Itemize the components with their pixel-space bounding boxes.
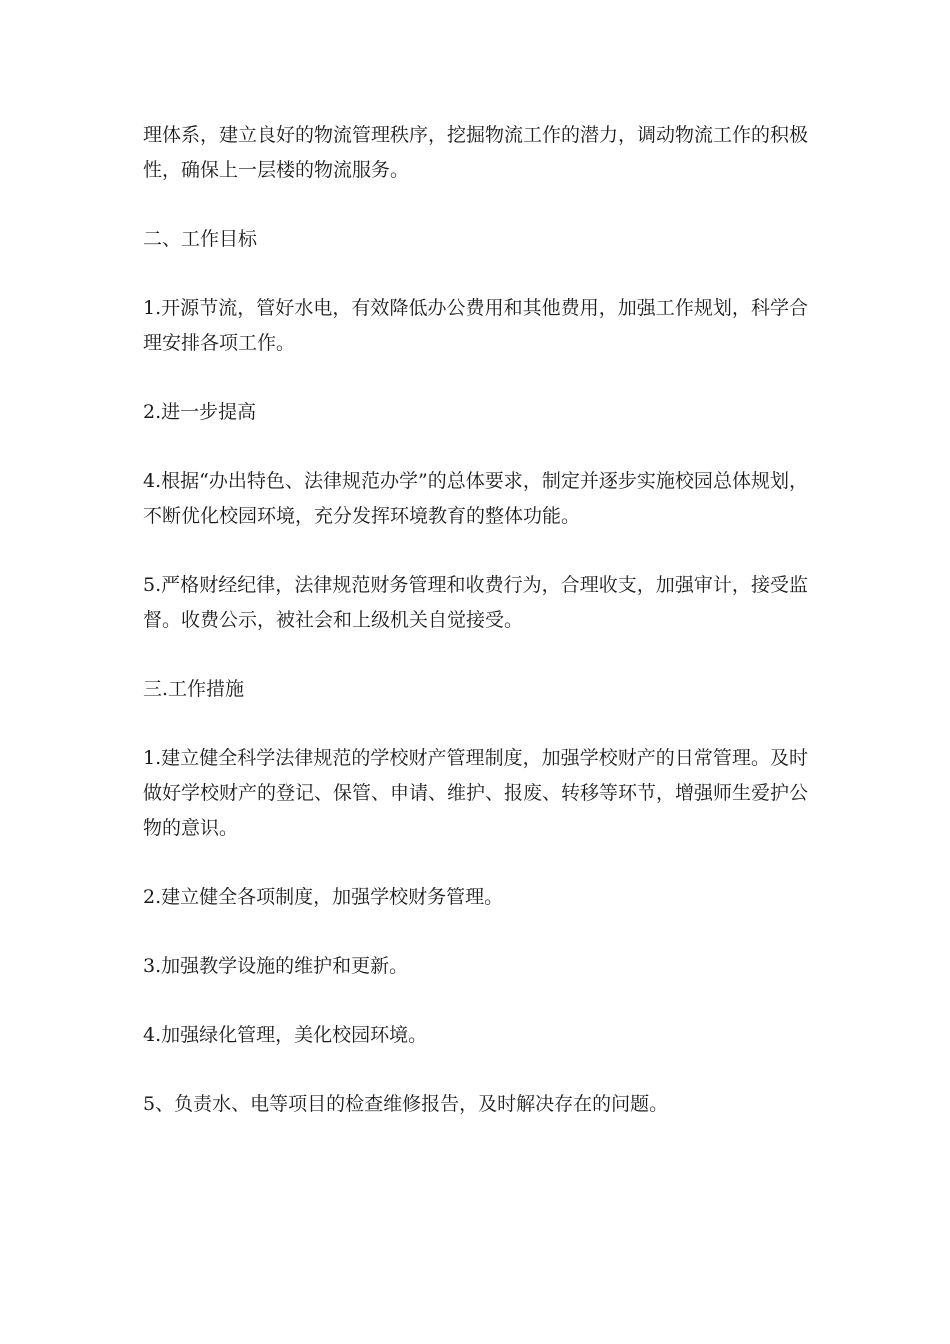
measure-item-5: 5、负责水、电等项目的检查维修报告，及时解决存在的问题。	[143, 1093, 669, 1115]
section-heading-goals: 二、工作目标	[143, 228, 258, 250]
measure-item-2: 2.建立健全各项制度，加强学校财务管理。	[143, 886, 504, 908]
document-body	[143, 118, 808, 1156]
goal-item-1: 1.开源节流，管好水电，有效降低办公费用和其他费用，加强工作规划，科学合理安排各项工作。	[143, 297, 808, 354]
goal-item-2: 2.进一步提高	[143, 401, 257, 423]
section-heading-measures: 三.工作措施	[143, 678, 245, 700]
measure-item-1: 1.建立健全科学法律规范的学校财产管理制度，加强学校财产的日常管理。及时做好学校财产的登记、保管、申请、维护、报废、转移等环节，增强师生爱护公物的意识。	[143, 747, 809, 839]
goal-item-5: 5.严格财经纪律，法律规范财务管理和收费行为，合理收支，加强审计，接受监督。收费公示，被社会和上级机关自觉接受。	[143, 574, 808, 631]
measure-item-4: 4.加强绿化管理，美化校园环境。	[143, 1024, 428, 1046]
paragraph-intro-continuation: 理体系，建立良好的物流管理秩序，挖掘物流工作的潜力，调动物流工作的积极性，确保上一层楼的物流服务。	[143, 124, 809, 181]
goal-item-4: 4.根据“办出特色、法律规范办学”的总体要求，制定并逐步实施校园总体规划，不断优化校园环境，充分发挥环境教育的整体功能。	[143, 470, 808, 527]
measure-item-3: 3.加强教学设施的维护和更新。	[143, 955, 409, 977]
